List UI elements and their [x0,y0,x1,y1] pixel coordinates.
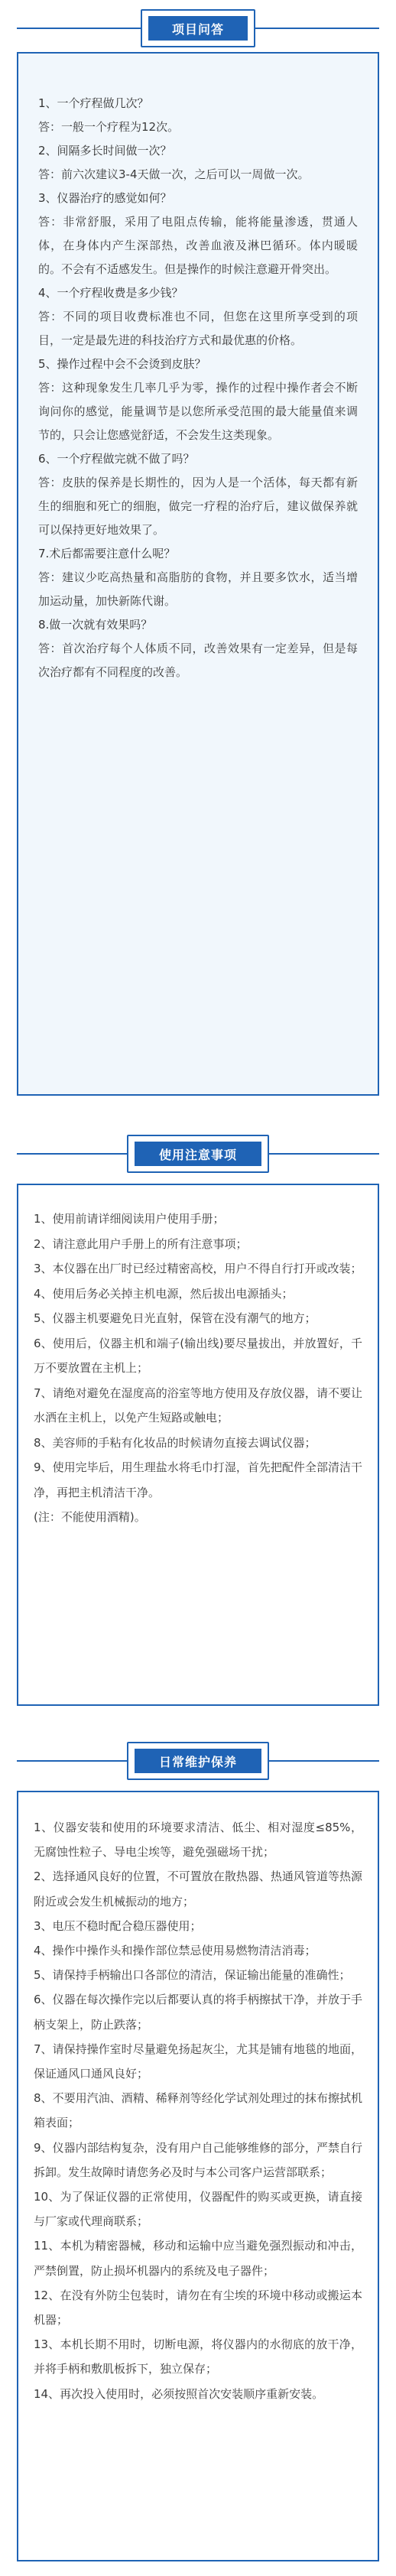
usage-item: 4、使用后务必关掉主机电源，然后拔出电源插头； [34,1286,294,1301]
usage-list [34,1207,362,1530]
maintenance-item: 1、仪器安装和使用的环境要求清洁、低尘、相对湿度≤85%，无腐蚀性粒子、导电尘埃等，避免强磁场干扰； [34,1821,362,1860]
faq-answer: 答：前六次建议3-4天做一次，之后可以一周做一次。 [38,167,310,181]
maintenance-item: 12、在没有外防尘包装时，请勿在有尘埃的环境中移动或搬运本机器； [34,2288,362,2327]
heading-box [127,1135,269,1173]
faq-answer: 答：不同的项目收费标准也不同，但您在这里所享受到的项目，一定是最先进的科技治疗方式和最优惠的价格。 [38,310,358,347]
usage-item: 8、美容师的手粘有化妆品的时候请勿直接去调试仪器； [34,1435,316,1450]
faq-title: 项目问答 [171,21,224,37]
maintenance-list [34,1815,362,2406]
usage-item: 2、请注意此用户手册上的所有注意事项； [34,1236,248,1251]
usage-item: 1、使用前请详细阅读用户使用手册； [34,1212,225,1226]
usage-panel [17,1184,379,1706]
maintenance-title: 日常维护保养 [158,1754,237,1769]
maintenance-item: 5、请保持手柄输出口各部位的清洁，保证输出能量的准确性； [34,1968,351,1983]
maintenance-item: 7、请保持操作室时尽量避免扬起灰尘，尤其是铺有地毯的地面，保证通风口通风良好； [34,2042,362,2081]
heading-box [127,1742,269,1780]
faq-answer: 答：一般一个疗程为12次。 [38,120,180,134]
faq-answer: 答：首次治疗每个人体质不同，改善效果有一定差异，但是每次治疗都有不同程度的改善。 [38,642,358,679]
faq-question: 5、操作过程中会不会烫到皮肤？ [38,357,206,371]
maintenance-panel [17,1791,379,2561]
maintenance-item: 13、本机长期不用时，切断电源，将仪器内的水彻底的放干净，并将手柄和敷肌板拆下，独立保存； [34,2337,362,2376]
faq-question: 2、间隔多长时间做一次？ [38,144,172,158]
heading-tab [148,16,248,41]
maintenance-item: 14、再次投入使用时，必须按照首次安装顺序重新安装。 [34,2386,324,2401]
maintenance-item: 4、操作中操作头和操作部位禁忌使用易燃物清洁消毒； [34,1944,316,1958]
heading-tab [135,1749,261,1773]
faq-list [38,92,358,684]
usage-note: (注：不能使用酒精)。 [34,1510,146,1524]
maintenance-item: 3、电压不稳时配合稳压器使用； [34,1918,202,1933]
maintenance-item: 2、选择通风良好的位置，不可置放在散热器、热通风管道等热源附近或会发生机械振动的地方； [34,1869,362,1908]
heading-tab [135,1142,261,1166]
usage-item: 9、使用完毕后，用生理盐水将毛巾打湿，首先把配件全部清洁干净，再把主机清洁干净。 [34,1460,362,1499]
usage-heading [0,1130,396,1178]
maintenance-heading [0,1737,396,1785]
faq-question: 6、一个疗程做完就不做了吗？ [38,452,195,466]
faq-answer: 答：建议少吃高热量和高脂肪的食物，并且要多饮水，适当增加运动量，加快新陈代谢。 [38,570,358,608]
heading-box [141,9,255,47]
usage-item: 5、仪器主机要避免日光直射，保管在没有潮气的地方； [34,1311,316,1325]
faq-panel [17,52,379,1096]
maintenance-item: 10、为了保证仪器的正常使用，仪器配件的购买或更换，请直接与厂家或代理商联系； [34,2190,362,2229]
faq-question: 7.术后都需要注意什么呢？ [38,547,176,560]
usage-item: 3、本仪器在出厂时已经过精密高校，用户不得自行打开或改装； [34,1262,362,1275]
faq-question: 8.做一次就有效果吗？ [38,618,153,632]
maintenance-item: 6、仪器在每次操作完以后都要认真的将手柄擦拭干净，并放于手柄支架上，防止跌落； [34,1993,362,2032]
faq-answer: 答：皮肤的保养是长期性的，因为人是一个活体，每天都有新生的细胞和死亡的细胞，做完一疗程的治疗后，建议做保养就可以保持更好地效果了。 [38,476,358,537]
faq-question: 3、仪器治疗的感觉如何？ [38,191,172,205]
faq-question: 1、一个疗程做几次？ [38,96,149,110]
usage-item: 6、使用后，仪器主机和端子(输出线)要尽量拔出，并放置好，千万不要放置在主机上； [34,1336,362,1375]
faq-question: 4、一个疗程收费是多少钱？ [38,286,183,300]
faq-answer: 答：非常舒服，采用了电阻点传输，能将能量渗透，贯通人体，在身体内产生深部热，改善血液及淋巴循环。体内暖暖的。不会有不适感发生。但是操作的时候注意避开骨突出。 [38,215,358,276]
maintenance-item: 9、仪器内部结构复杂，没有用户自己能够维修的部分，严禁自行拆卸。发生故障时请您务必及时与本公司客户运营部联系； [34,2140,362,2179]
usage-item: 7、请绝对避免在湿度高的浴室等地方使用及存放仪器，请不要让水洒在主机上，以免产生短路或触电； [34,1385,362,1424]
faq-heading [0,5,396,52]
maintenance-item: 8、不要用汽油、酒精、稀释剂等经化学试剂处理过的抹布擦拭机箱表面； [34,2091,362,2130]
faq-answer: 答：这种现象发生几率几乎为零，操作的过程中操作者会不断询问你的感觉，能量调节是以您所承受范围的最大能量值来调节的，只会让您感觉舒适，不会发生这类现象。 [38,381,358,442]
usage-title: 使用注意事项 [158,1147,237,1162]
maintenance-item: 11、本机为精密器械，移动和运输中应当避免强烈振动和冲击，严禁倒置，防止损坏机器内的系统及电子器件； [34,2239,362,2278]
